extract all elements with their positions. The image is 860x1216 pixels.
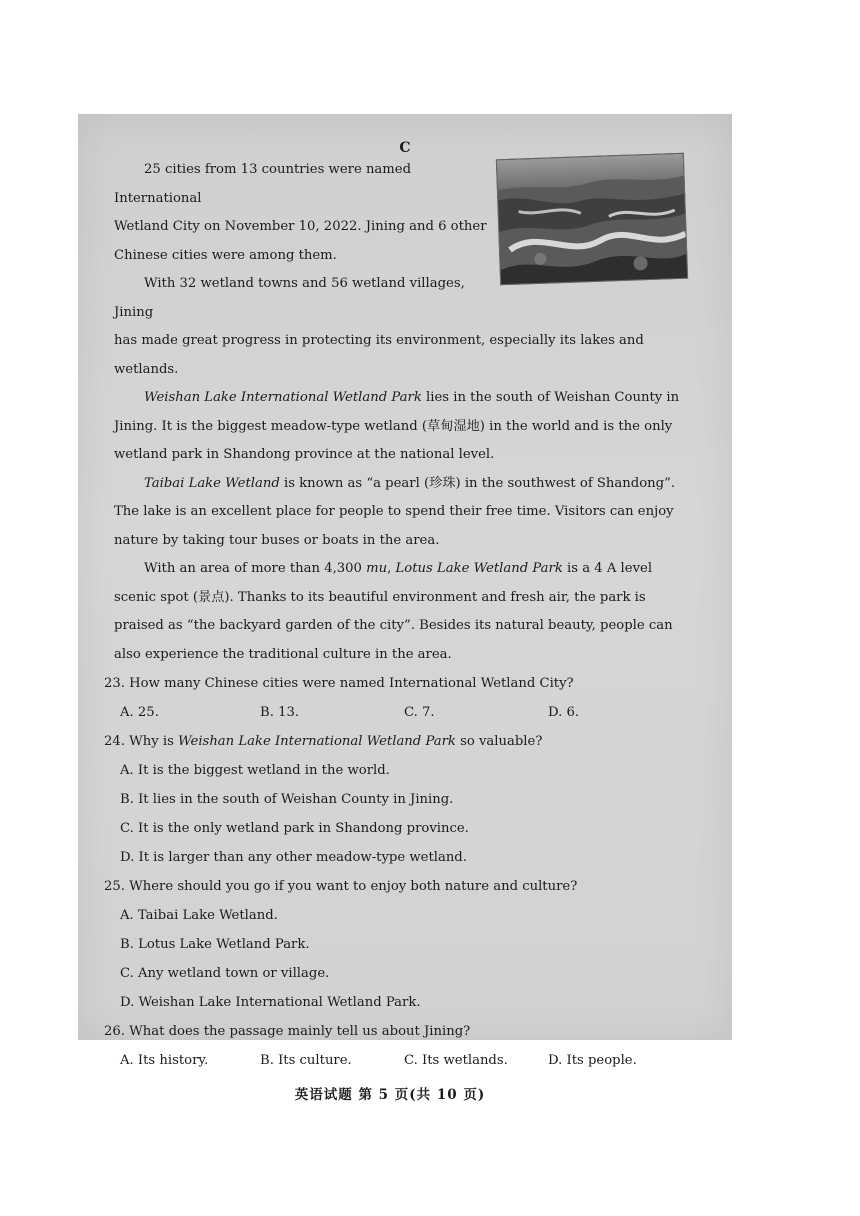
- wetland-photo-image: [497, 154, 687, 284]
- park-name: Lotus Lake Wetland Park: [395, 561, 563, 576]
- paragraph-text: With an area of more than 4,300: [144, 561, 367, 576]
- paragraph-text: lies in the south of Weishan County in Jining. It is the biggest meadow-type wetland (草甸湿地) in the world and is the only wetland park in Shandong province at the national level.: [114, 390, 680, 462]
- option: C. Its wetlands.: [404, 1053, 508, 1068]
- paragraph-weishan: [114, 384, 686, 470]
- intro-line: has made great progress in protecting its environment, especially its lakes and wetlands.: [114, 333, 644, 377]
- option: D. It is larger than any other meadow-type wetland.: [120, 850, 467, 865]
- question-text: 24. Why is: [104, 734, 179, 749]
- paragraph-text: is known as “a pearl (珍珠) in the southwest of Shandong”. The lake is an excellent place for people to spend their free time. Visitors can enjoy nature by taking tour buses or boats in the area.: [114, 475, 676, 548]
- option: C. 7.: [404, 705, 435, 720]
- unit-mu: mu: [366, 561, 388, 576]
- exam-page: [78, 114, 732, 1103]
- option: D. Its people.: [548, 1053, 637, 1068]
- page-content: [104, 140, 686, 1103]
- option: A. 25.: [120, 705, 159, 720]
- option: B. It lies in the south of Weishan County in Jining.: [120, 792, 454, 807]
- option: A. It is the biggest wetland in the world.: [120, 763, 390, 778]
- park-name: Taibai Lake Wetland: [144, 475, 280, 491]
- option: B. 13.: [260, 705, 300, 720]
- page-footer: 英语试题 第 5 页(共 10 页): [294, 1087, 486, 1103]
- park-name: Weishan Lake International Wetland Park: [144, 390, 422, 405]
- question-25: 25. Where should you go if you want to enjoy both nature and culture?: [104, 879, 578, 894]
- option: A. Its history.: [120, 1053, 209, 1068]
- option: B. Its culture.: [260, 1053, 352, 1068]
- paragraph-taibai: [114, 470, 686, 556]
- question-24: [104, 727, 686, 756]
- intro-line: Wetland City on November 10, 2022. Jining and 6 other: [114, 219, 487, 234]
- paragraph-lotus: [114, 555, 686, 669]
- question-26-options: [120, 1046, 686, 1075]
- intro-line: With 32 wetland towns and 56 wetland villages, Jining: [114, 276, 465, 320]
- option: D. Weishan Lake International Wetland Park.: [120, 995, 421, 1010]
- intro-line: 25 cities from 13 countries were named International: [114, 162, 412, 206]
- option: C. It is the only wetland park in Shandong province.: [120, 821, 469, 836]
- question-23-options: [120, 698, 686, 727]
- option: C. Any wetland town or village.: [120, 966, 330, 981]
- question-text: so valuable?: [455, 734, 543, 749]
- intro-block: [114, 156, 686, 327]
- section-letter: C: [399, 140, 411, 156]
- option: D. 6.: [548, 705, 580, 720]
- paragraph-text: ,: [387, 561, 396, 576]
- intro-line: Chinese cities were among them.: [114, 247, 337, 263]
- question-23: 23. How many Chinese cities were named International Wetland City?: [104, 676, 574, 691]
- question-26: 26. What does the passage mainly tell us about Jining?: [104, 1024, 471, 1039]
- paragraph-text: is a 4 A level scenic spot (景点). Thanks to its beautiful environment and fresh air, the park is praised as “the backyard garden of the city”. Besides its natural beauty, people can also experience the traditional culture in the area.: [114, 561, 673, 662]
- park-name: Weishan Lake International Wetland Park: [178, 734, 456, 749]
- option: A. Taibai Lake Wetland.: [120, 908, 278, 923]
- wetland-aerial-photo: [496, 153, 688, 285]
- option: B. Lotus Lake Wetland Park.: [120, 937, 310, 952]
- intro-text: [114, 156, 488, 327]
